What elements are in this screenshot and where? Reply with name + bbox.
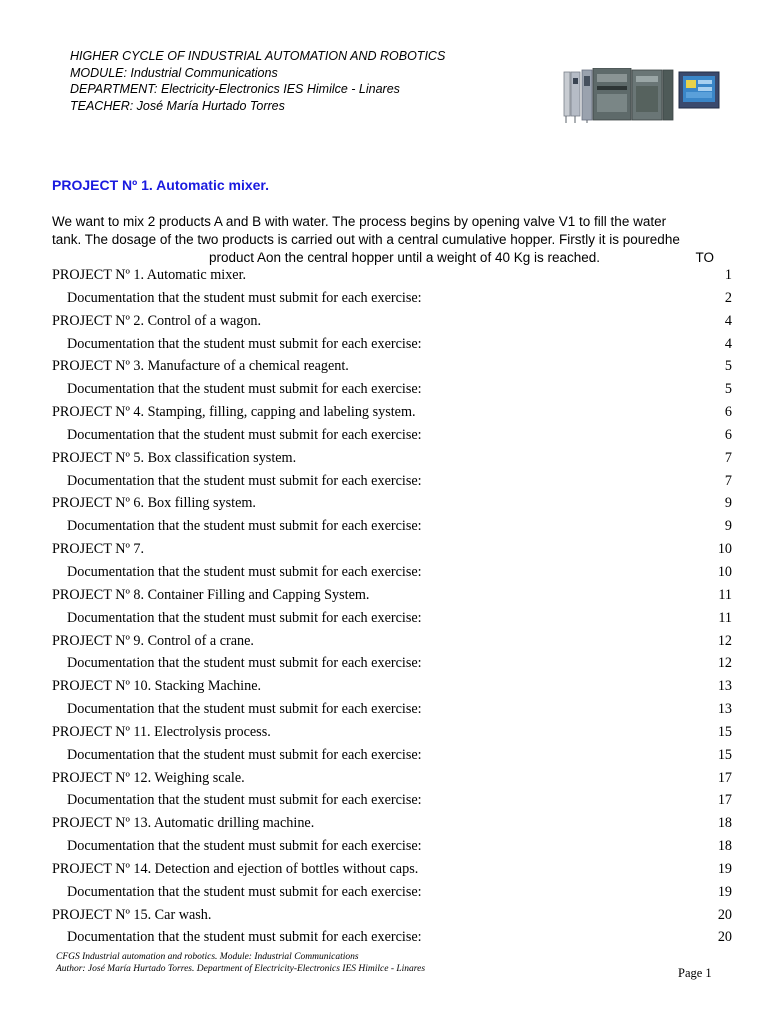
toc-entry-text: PROJECT Nº 6. Box filling system. bbox=[52, 495, 256, 512]
toc-page-number: 20 bbox=[717, 906, 732, 923]
toc-entry-text: Documentation that the student must submit for each exercise: bbox=[67, 746, 422, 763]
toc-subentry[interactable] bbox=[52, 424, 732, 447]
toc-page-number: 5 bbox=[724, 358, 732, 375]
toc-entry-text: Documentation that the student must submit for each exercise: bbox=[67, 563, 422, 580]
header-cycle: HIGHER CYCLE OF INDUSTRIAL AUTOMATION AND ROBOTICS bbox=[70, 49, 446, 63]
toc-entry[interactable] bbox=[52, 264, 732, 287]
toc-entry-text: PROJECT Nº 14. Detection and ejection of bottles without caps. bbox=[52, 860, 419, 877]
toc-entry[interactable] bbox=[52, 630, 732, 653]
toc-entry-text: Documentation that the student must submit for each exercise: bbox=[67, 289, 422, 306]
toc-subentry[interactable] bbox=[52, 835, 732, 858]
toc-page-number: 7 bbox=[724, 449, 732, 466]
toc-entry-text: Documentation that the student must submit for each exercise: bbox=[67, 472, 422, 489]
toc-page-number: 10 bbox=[717, 541, 732, 558]
toc-entry-text: Documentation that the student must submit for each exercise: bbox=[67, 335, 422, 352]
toc-entry-text: PROJECT Nº 10. Stacking Machine. bbox=[52, 678, 262, 695]
toc-entry[interactable] bbox=[52, 904, 732, 927]
toc-entry-text: PROJECT Nº 13. Automatic drilling machine. bbox=[52, 815, 315, 832]
toc-page-number: 11 bbox=[718, 609, 732, 626]
toc-page-number: 4 bbox=[724, 335, 732, 352]
toc-entry-text: Documentation that the student must submit for each exercise: bbox=[67, 518, 422, 535]
toc-entry[interactable] bbox=[52, 447, 732, 470]
toc-entry-text: Documentation that the student must submit for each exercise: bbox=[67, 883, 422, 900]
intro-line-fragment: TO bbox=[695, 250, 714, 265]
toc-entry-text: PROJECT Nº 12. Weighing scale. bbox=[52, 769, 245, 786]
toc-entry-text: PROJECT Nº 9. Control of a crane. bbox=[52, 632, 254, 649]
toc-subentry[interactable] bbox=[52, 287, 732, 310]
toc-entry-text: PROJECT Nº 8. Container Filling and Capping System. bbox=[52, 586, 370, 603]
header-department: DEPARTMENT: Electricity-Electronics IES Himilce - Linares bbox=[70, 82, 400, 96]
plc-hmi-hardware-image bbox=[562, 68, 722, 124]
toc-page-number: 13 bbox=[717, 678, 732, 695]
toc-page-number: 15 bbox=[717, 723, 732, 740]
toc-page-number: 11 bbox=[718, 586, 732, 603]
toc-entry[interactable] bbox=[52, 584, 732, 607]
toc-page-number: 15 bbox=[717, 746, 732, 763]
toc-subentry[interactable] bbox=[52, 378, 732, 401]
toc-entry-text: Documentation that the student must submit for each exercise: bbox=[67, 426, 422, 443]
toc-entry-text: Documentation that the student must submit for each exercise: bbox=[67, 381, 422, 398]
toc-entry-text: Documentation that the student must submit for each exercise: bbox=[67, 838, 422, 855]
toc-entry-text: Documentation that the student must submit for each exercise: bbox=[67, 609, 422, 626]
toc-page-number: 20 bbox=[717, 929, 732, 946]
toc-subentry[interactable] bbox=[52, 333, 732, 356]
toc-entry[interactable] bbox=[52, 492, 732, 515]
toc-subentry[interactable] bbox=[52, 926, 732, 949]
toc-entry-text: PROJECT Nº 3. Manufacture of a chemical reagent. bbox=[52, 358, 349, 375]
toc-subentry[interactable] bbox=[52, 744, 732, 767]
toc-page-number: 19 bbox=[717, 860, 732, 877]
toc-subentry[interactable] bbox=[52, 789, 732, 812]
toc-page-number: 9 bbox=[724, 518, 732, 535]
toc-entry[interactable] bbox=[52, 858, 732, 881]
page-number: Page 1 bbox=[678, 966, 712, 980]
toc-entry[interactable] bbox=[52, 401, 732, 424]
toc-page-number: 10 bbox=[717, 563, 732, 580]
toc-subentry[interactable] bbox=[52, 561, 732, 584]
toc-page-number: 9 bbox=[724, 495, 732, 512]
toc-subentry[interactable] bbox=[52, 698, 732, 721]
intro-line: We want to mix 2 products A and B with water. The process begins by opening valve V1 to fill the water bbox=[52, 214, 667, 229]
toc-entry-text: PROJECT Nº 4. Stamping, filling, capping and labeling system. bbox=[52, 404, 416, 421]
intro-paragraph bbox=[52, 213, 732, 267]
toc-entry-text: PROJECT Nº 1. Automatic mixer. bbox=[52, 267, 247, 283]
toc-page-number: 5 bbox=[724, 381, 732, 398]
toc-entry[interactable] bbox=[52, 538, 732, 561]
document-header bbox=[70, 48, 445, 114]
footer-course: CFGS Industrial automation and robotics. Module: Industrial Communications bbox=[56, 952, 359, 962]
toc-subentry[interactable] bbox=[52, 515, 732, 538]
toc-entry[interactable] bbox=[52, 675, 732, 698]
toc-subentry[interactable] bbox=[52, 881, 732, 904]
toc-entry-text: PROJECT Nº 5. Box classification system. bbox=[52, 449, 297, 466]
toc-entry[interactable] bbox=[52, 721, 732, 744]
toc-page-number: 6 bbox=[724, 404, 732, 421]
toc-entry-text: PROJECT Nº 11. Electrolysis process. bbox=[52, 723, 271, 740]
toc-entry[interactable] bbox=[52, 767, 732, 790]
toc-page-number: 7 bbox=[724, 472, 732, 489]
toc-page-number: 19 bbox=[717, 883, 732, 900]
footer-author: Author: José María Hurtado Torres. Department of Electricity-Electronics IES Himilce - Linares bbox=[56, 964, 426, 974]
toc-entry-text: Documentation that the student must submit for each exercise: bbox=[67, 701, 422, 718]
toc-entry-text: Documentation that the student must submit for each exercise: bbox=[67, 655, 422, 672]
toc-page-number: 12 bbox=[717, 632, 732, 649]
toc-page-number: 13 bbox=[717, 701, 732, 718]
toc-page-number: 17 bbox=[717, 769, 732, 786]
table-of-contents bbox=[52, 264, 732, 949]
toc-entry-text: PROJECT Nº 15. Car wash. bbox=[52, 906, 212, 923]
toc-page-number: 1 bbox=[724, 267, 732, 283]
toc-subentry[interactable] bbox=[52, 470, 732, 493]
toc-page-number: 18 bbox=[717, 815, 732, 832]
toc-subentry[interactable] bbox=[52, 652, 732, 675]
toc-page-number: 12 bbox=[717, 655, 732, 672]
toc-page-number: 18 bbox=[717, 838, 732, 855]
toc-page-number: 6 bbox=[724, 426, 732, 443]
toc-entry[interactable] bbox=[52, 812, 732, 835]
toc-entry[interactable] bbox=[52, 355, 732, 378]
toc-entry-text: Documentation that the student must submit for each exercise: bbox=[67, 929, 422, 946]
header-module: MODULE: Industrial Communications bbox=[70, 65, 278, 80]
toc-page-number: 17 bbox=[717, 792, 732, 809]
toc-subentry[interactable] bbox=[52, 607, 732, 630]
toc-page-number: 2 bbox=[724, 289, 732, 306]
project-title: PROJECT Nº 1. Automatic mixer. bbox=[52, 177, 269, 193]
toc-entry-text: Documentation that the student must submit for each exercise: bbox=[67, 792, 422, 809]
page-footer bbox=[56, 951, 425, 975]
header-teacher: TEACHER: José María Hurtado Torres bbox=[70, 98, 285, 113]
toc-entry[interactable] bbox=[52, 310, 732, 333]
toc-entry-text: PROJECT Nº 7. bbox=[52, 541, 145, 558]
intro-line-fragment: product Aon the central hopper until a weight of 40 Kg is reached. bbox=[209, 250, 601, 265]
toc-entry-text: PROJECT Nº 2. Control of a wagon. bbox=[52, 312, 262, 329]
toc-page-number: 4 bbox=[724, 312, 732, 329]
intro-line: tank. The dosage of the two products is carried out with a central cumulative hopper. Firstly it is pouredhe bbox=[52, 232, 680, 247]
